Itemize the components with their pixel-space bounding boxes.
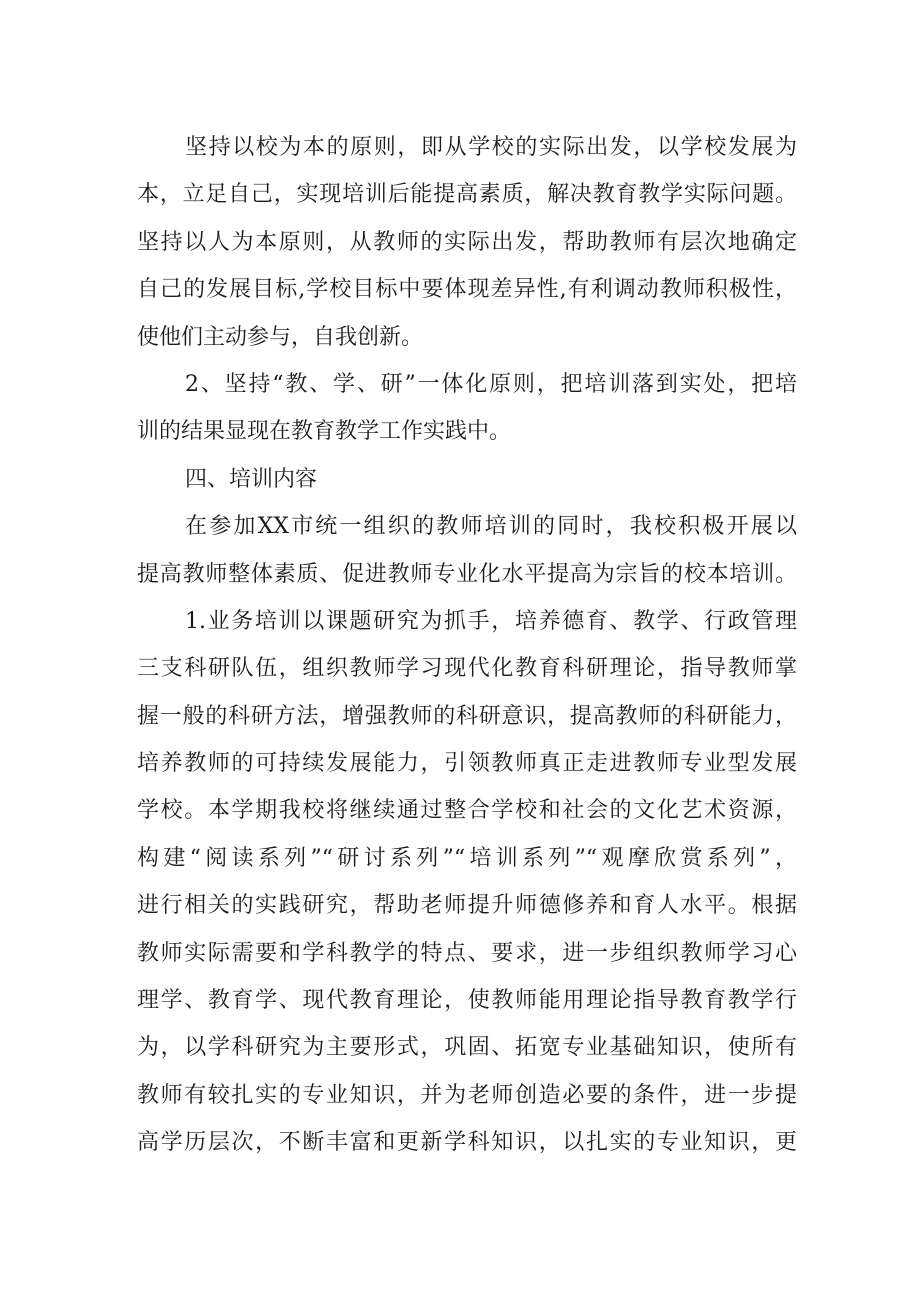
text-line: 高学历层次，不断丰富和更新学科知识，以扎实的专业知识，更	[137, 1130, 797, 1156]
text-line: 坚持以人为本原则，从教师的实际出发，帮助教师有层次地确定	[137, 229, 797, 255]
text-line: 本，立足自己，实现培训后能提高素质，解决教育教学实际问题。	[137, 182, 797, 208]
text-line: 三支科研队伍，组织教师学习现代化教育科研理论，指导教师掌	[137, 656, 797, 682]
text-line: 培养教师的可持续发展能力，引领教师真正走进教师专业型发展	[137, 751, 797, 777]
text-line: 理学、教育学、现代教育理论，使教师能用理论指导教育教学行	[137, 988, 797, 1014]
text-line: 教师有较扎实的专业知识，并为老师创造必要的条件，进一步提	[137, 1082, 797, 1108]
text-line: 进行相关的实践研究，帮助老师提升师德修养和育人水平。根据	[137, 893, 797, 919]
document-body	[137, 124, 797, 1167]
text-line: 教师实际需要和学科教学的特点、要求，进一步组织教师学习心	[137, 940, 797, 966]
text-line: 2、坚持“教、学、研”一体化原则，把培训落到实处，把培	[185, 371, 797, 397]
text-line: 为，以学科研究为主要形式，巩固、拓宽专业基础知识，使所有	[137, 1035, 797, 1061]
text-line: 自己的发展目标,学校目标中要体现差异性,有利调动教师积极性，	[137, 277, 797, 303]
text-line: 1.业务培训以课题研究为抓手，培养德育、教学、行政管理	[185, 608, 797, 634]
text-line: 坚持以校为本的原则，即从学校的实际出发，以学校发展为	[185, 135, 797, 160]
text-line: 学校。本学期我校将继续通过整合学校和社会的文化艺术资源，	[137, 798, 797, 824]
text-line: 在参加XX市统一组织的教师培训的同时，我校积极开展以	[185, 514, 797, 540]
text-line: 训的结果显现在教育教学工作实践中。	[137, 419, 512, 445]
text-line: 提高教师整体素质、促进教师专业化水平提高为宗旨的校本培训。	[137, 561, 797, 587]
text-line: 构建“阅读系列”“研讨系列”“培训系列”“观摩欣赏系列”，	[137, 845, 797, 871]
text-line: 使他们主动参与，自我创新。	[137, 324, 424, 350]
text-line: 握一般的科研方法，增强教师的科研意识，提高教师的科研能力，	[137, 703, 797, 729]
section-heading: 四、培训内容	[185, 466, 318, 492]
